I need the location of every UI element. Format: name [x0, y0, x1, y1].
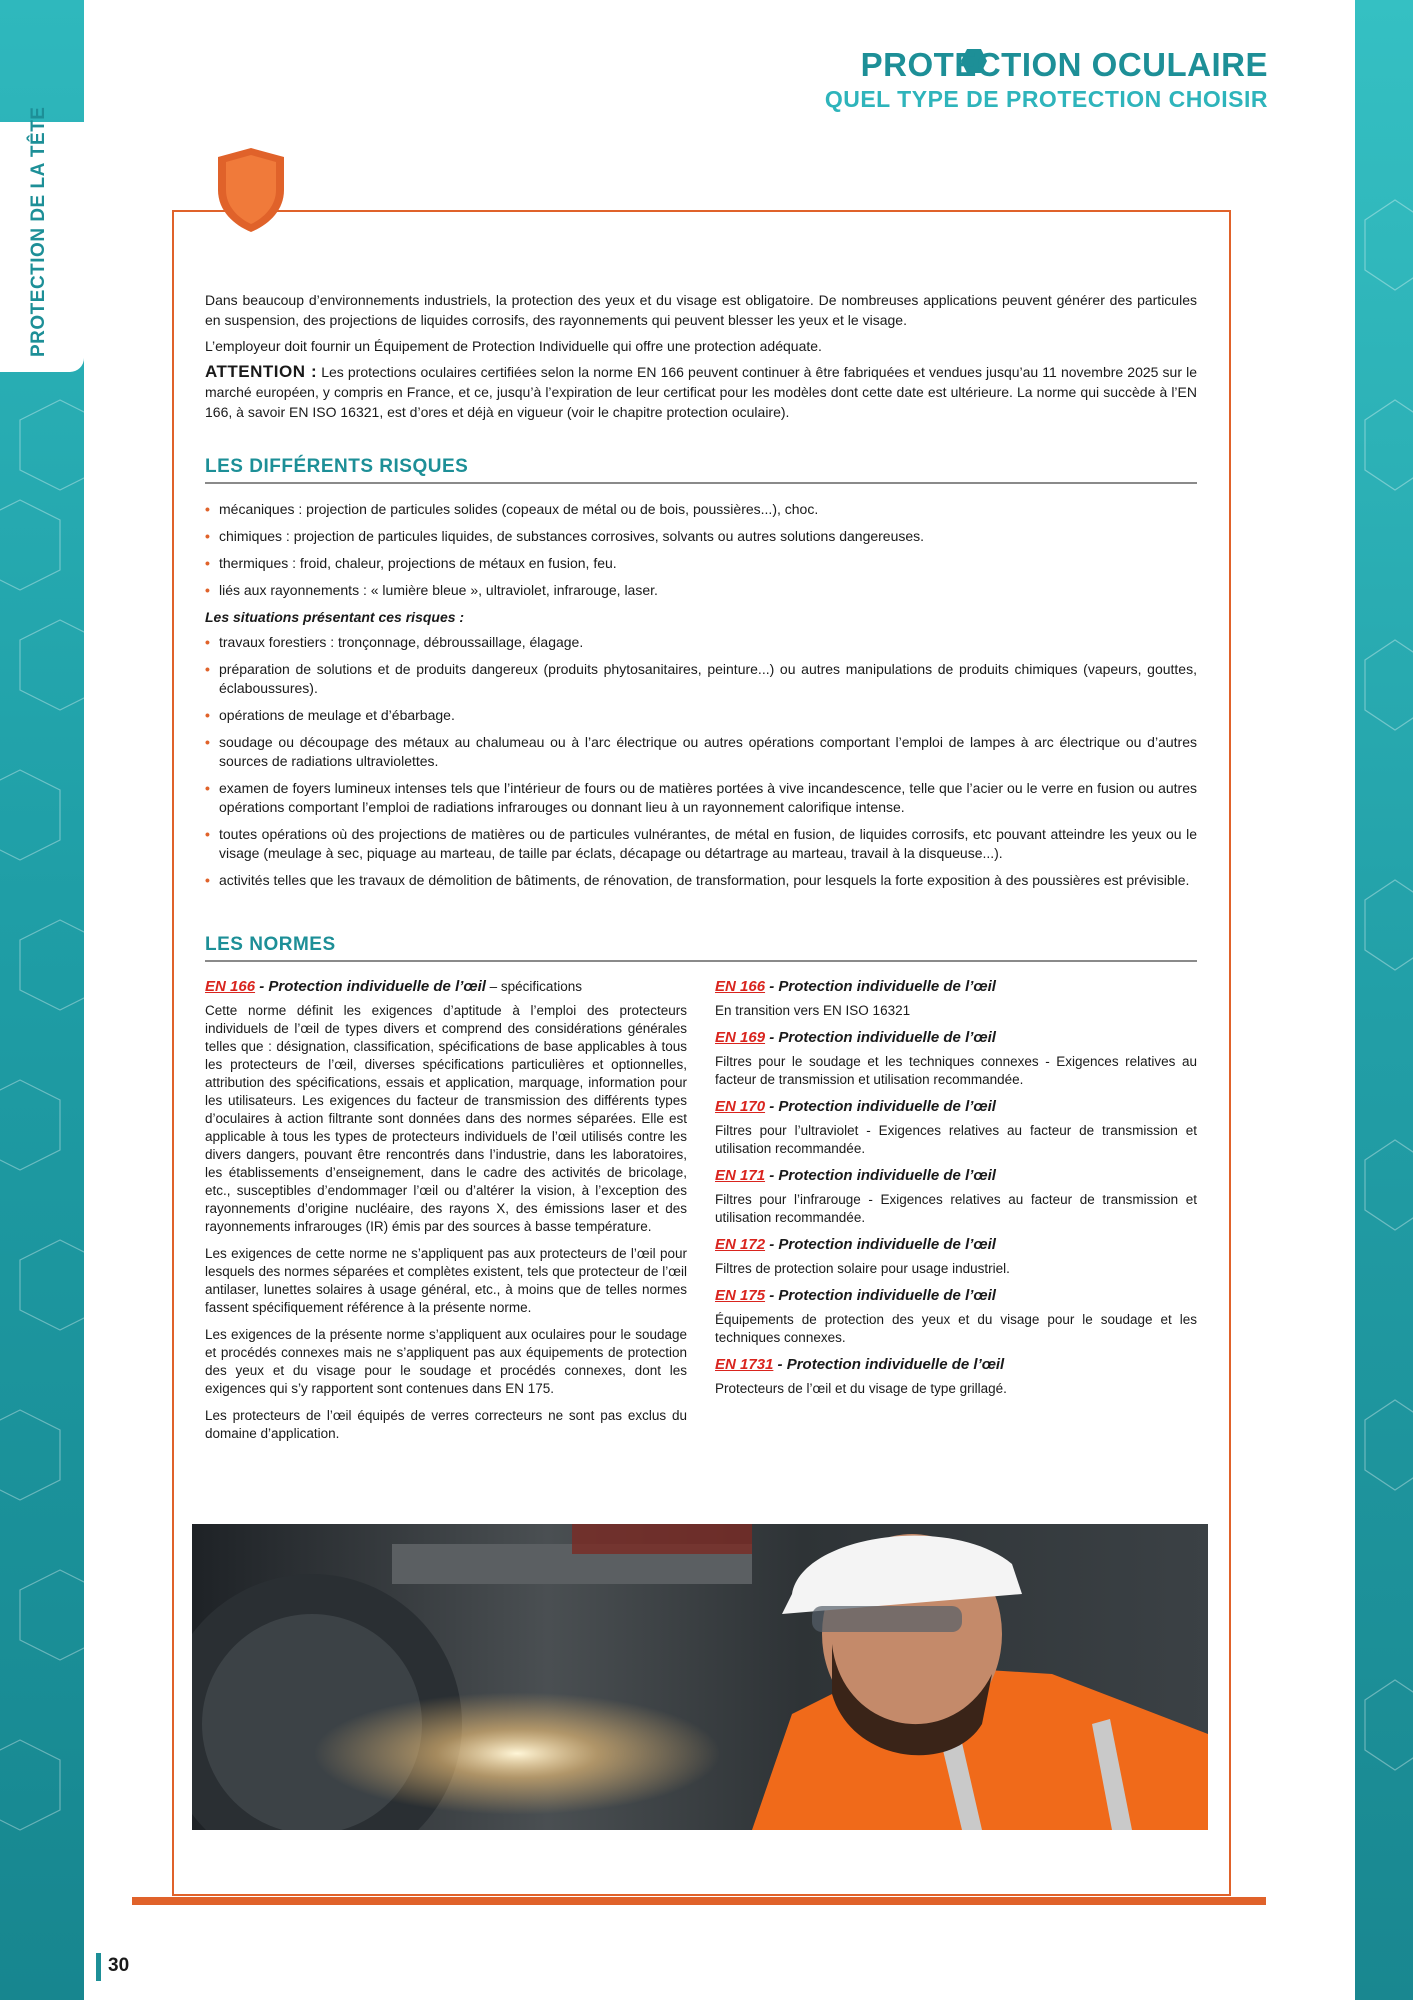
norm-code-link[interactable]: EN 172 [715, 1236, 766, 1253]
intro-paragraph: Dans beaucoup d’environnements industriels, la protection des yeux et du visage est obligatoire. De nombreuses applications peuvent générer des particules en suspension, des projections de liquides corrosifs, des rayonnements qui peuvent blesser les yeux et le visage. [205, 292, 1197, 328]
hexagon-pattern [1355, 0, 1413, 2000]
norms-list-column [715, 978, 1197, 1407]
situation-item: • activités telles que les travaux de démolition de bâtiments, de rénovation, de transformation, pour lesquels la forte exposition à des poussières est prévisible. [205, 871, 1197, 890]
shield-icon [212, 145, 290, 235]
risks-section [205, 500, 1197, 898]
norm-en166-column [205, 978, 687, 1452]
right-decorative-band [1355, 0, 1413, 2000]
norm-code-link[interactable]: EN 1731 [715, 1356, 774, 1373]
norm-title: - Protection individuelle de l’œil [765, 1167, 996, 1184]
norm-heading [715, 1236, 1197, 1254]
norm-description: Filtres de protection solaire pour usage industriel. [715, 1261, 1010, 1276]
situation-item: • travaux forestiers : tronçonnage, débroussaillage, élagage. [205, 633, 1197, 652]
attention-text: Les protections oculaires certifiées selon la norme EN 166 peuvent continuer à être fabriquées et vendues jusqu’au 11 novembre 2025 sur le marché européen, y compris en France, et ce, jusqu’à l’expiration de leur certificat pour les modèles dont cette date est ultérieure. La norme qui succède à l’EN 166, à savoir EN ISO 16321, est d’ores et déjà en vigueur (voir le chapitre protection oculaire). [205, 364, 1197, 420]
norm-heading [715, 1098, 1197, 1116]
situation-item: • soudage ou découpage des métaux au chalumeau ou à l’arc électrique ou autres opérations comportant l’emploi de lampes à arc électrique ou d’autres sources de radiations ultraviolettes. [205, 733, 1197, 771]
bottom-divider [132, 1897, 1266, 1905]
norm-description: Équipements de protection des yeux et du visage pour le soudage et les techniques connexes. [715, 1312, 1197, 1345]
norm-title: - Protection individuelle de l’œil [765, 978, 996, 995]
page-title: PROTECTION OCULAIRE [860, 46, 1268, 83]
page-header [825, 46, 1268, 113]
risk-item: • chimiques : projection de particules liquides, de substances corrosives, solvants ou autres solutions dangereuses. [205, 527, 1197, 546]
section-tab-label: PROTECTION DE LA TÊTE [28, 106, 49, 357]
norm-paragraph: Cette norme définit les exigences d’aptitude à l’emploi des protecteurs individuels de l’œil de types divers et comprend des considérations générales telles que : désignation, classification, spécifications de base applicables à tous les protecteurs de l’œil, diverses spécifications particulières et optionnelles, attribution des spécifications, essais et application, marquage, information pour les utilisateurs. Les exigences du facteur de transmission des différents types d’oculaires à action filtrante sont données dans des normes séparées. Elle est applicable à tous les types de protecteurs individuels de l’œil utilisés contre les divers dangers, pouvant être rencontrés dans l’industrie, dans les laboratoires, les établissements d’enseignement, dans le cadre des activités de bricolage, etc., susceptibles d’endommager l’œil ou d’altérer la vision, à l’exception des rayonnements d’origine nucléaire, des rayons X, des émissions laser et des rayonnements infrarouges (IR) émis par des sources à basse température. [205, 1003, 687, 1234]
norm-description: Filtres pour le soudage et les techniques connexes - Exigences relatives au facteur de transmission et utilisation recommandée. [715, 1054, 1197, 1087]
norm-code-link[interactable]: EN 171 [715, 1167, 766, 1184]
norm-title: - Protection individuelle de l’œil [765, 1287, 996, 1304]
attention-label: ATTENTION : [205, 362, 318, 381]
situation-item: • examen de foyers lumineux intenses tels que l’intérieur de fours ou de matières portées à vive incandescence, telle que l’acier ou le verre en fusion ou autres opérations comportant l’emploi de radiations infrarouges ou donnant lieu à un rayonnement calorifique intense. [205, 779, 1197, 817]
page-number: 30 [108, 1955, 130, 1976]
norm-code-link[interactable]: EN 169 [715, 1029, 766, 1046]
norm-heading [205, 978, 687, 996]
norm-heading [715, 1029, 1197, 1047]
norm-code-link[interactable]: EN 170 [715, 1098, 766, 1115]
page-subtitle: QUEL TYPE DE PROTECTION CHOISIR [824, 86, 1268, 112]
norm-code-link[interactable]: EN 166 [205, 978, 256, 995]
norm-description: Filtres pour l’infrarouge - Exigences relatives au facteur de transmission et utilisation recommandée. [715, 1192, 1197, 1225]
norm-title: - Protection individuelle de l’œil [765, 1098, 996, 1115]
norm-paragraph: Les exigences de cette norme ne s’appliquent pas aux protecteurs de l’œil pour lesquels des normes séparées et complètes existent, tels que protecteur de l’œil antilaser, lunettes solaires à usage général, etc., à moins que de telles normes fassent spécifiquement référence à la présente norme. [205, 1246, 687, 1315]
norm-title: - Protection individuelle de l’œil [765, 1029, 996, 1046]
norm-paragraph: Les protecteurs de l’œil équipés de verres correcteurs ne sont pas exclus du domaine d’application. [205, 1408, 687, 1441]
risks-heading: LES DIFFÉRENTS RISQUES [205, 456, 1197, 484]
norm-code-link[interactable]: EN 175 [715, 1287, 766, 1304]
norm-heading [715, 1356, 1197, 1374]
norm-title: - Protection individuelle de l’œil [255, 978, 486, 995]
page-number-marker [96, 1953, 101, 1981]
norm-heading [715, 1287, 1197, 1305]
norm-spec: – spécifications [485, 979, 582, 994]
intro-text [205, 290, 1197, 428]
worker-illustration [192, 1524, 1208, 1830]
risk-item: • mécaniques : projection de particules solides (copeaux de métal ou de bois, poussières...), choc. [205, 500, 1197, 519]
norms-heading: LES NORMES [205, 934, 1197, 962]
norm-code-link[interactable]: EN 166 [715, 978, 766, 995]
risk-item: • liés aux rayonnements : « lumière bleue », ultraviolet, infrarouge, laser. [205, 581, 1197, 600]
attention-paragraph [205, 362, 1197, 422]
norm-heading [715, 1167, 1197, 1185]
norm-heading [715, 978, 1197, 996]
norm-description: En transition vers EN ISO 16321 [715, 1003, 911, 1018]
norm-paragraph: Les exigences de la présente norme s’appliquent aux oculaires pour le soudage et procédés connexes mais ne s’appliquent pas aux équipements de protection des yeux et du visage pour le soudage et procédés connexes, dont les exigences qui s’y rapportent sont contenues dans EN 175. [205, 1327, 687, 1396]
risk-item: • thermiques : froid, chaleur, projections de métaux en fusion, feu. [205, 554, 1197, 573]
worker-photo [192, 1524, 1208, 1830]
intro-paragraph: L’employeur doit fournir un Équipement de Protection Individuelle qui offre une protection adéquate. [205, 338, 822, 354]
situation-item: • préparation de solutions et de produits dangereux (produits phytosanitaires, peinture...) ou autres manipulations de produits chimiques (vapeurs, gouttes, éclaboussures). [205, 660, 1197, 698]
situation-item: • toutes opérations où des projections de matières ou de particules vulnérantes, de métal en fusion, de liquides corrosifs, etc pouvant atteindre les yeux ou le visage (meulage à sec, piquage au marteau, de taille par éclats, décapage ou détartrage au marteau, travail à la disqueuse...). [205, 825, 1197, 863]
situation-item: • opérations de meulage et d’ébarbage. [205, 706, 1197, 725]
situations-heading: Les situations présentant ces risques : [205, 609, 465, 625]
norm-title: - Protection individuelle de l’œil [773, 1356, 1005, 1373]
norm-title: - Protection individuelle de l’œil [765, 1236, 996, 1253]
section-tab [0, 106, 84, 372]
norm-description: Protecteurs de l’œil et du visage de type grillagé. [715, 1381, 1007, 1396]
norm-description: Filtres pour l’ultraviolet - Exigences relatives au facteur de transmission et utilisation recommandée. [715, 1123, 1197, 1156]
